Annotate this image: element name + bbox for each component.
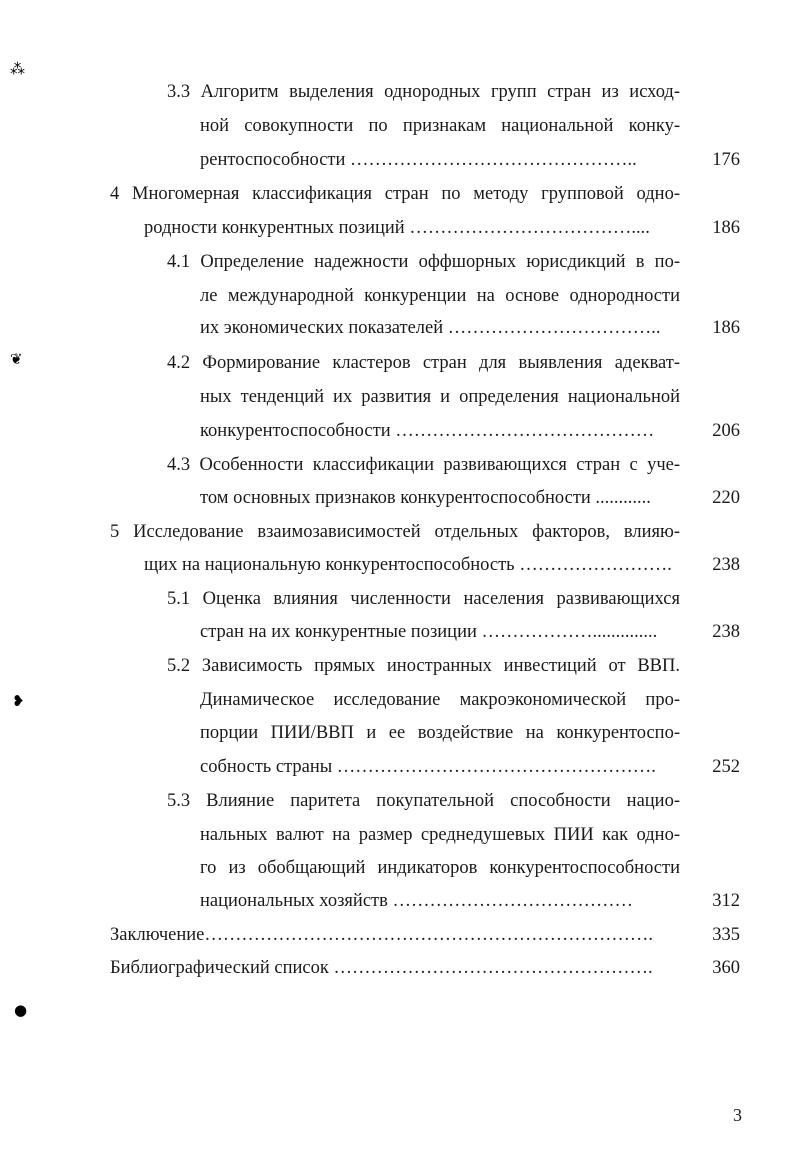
toc-line: Библиографический список ……………………………………………. — [110, 958, 653, 978]
toc-line: Динамическое исследование макроэкономической про- — [200, 690, 680, 710]
toc-page-number: 360 — [712, 958, 740, 978]
toc-line: 4.1 Определение надежности оффшорных юрисдикций в по- — [167, 252, 680, 272]
toc-page-number: 238 — [712, 555, 740, 575]
scan-mark: ● — [14, 1001, 28, 1019]
toc-line: ной совокупности по признакам национальной конку- — [200, 116, 680, 136]
toc-line: 4.3 Особенности классификации развивающихся стран с уче- — [167, 455, 680, 475]
toc-line: 5.1 Оценка влияния численности населения развивающихся — [167, 589, 680, 609]
toc-page-number: 186 — [712, 218, 740, 238]
toc-page-number: 252 — [712, 757, 740, 777]
toc-line: их экономических показателей …………………………….. — [200, 318, 661, 338]
toc-page-number: 176 — [712, 150, 740, 170]
toc-page-number: 206 — [712, 421, 740, 441]
toc-page-number: 312 — [712, 891, 740, 911]
scan-mark: ❥ — [12, 692, 25, 710]
toc-line: собность страны ……………………………………………. — [200, 757, 656, 777]
toc-line: родности конкурентных позиций ……………………………….... — [144, 218, 650, 238]
toc-page-number: 335 — [712, 925, 740, 945]
toc-line: Заключение………………………………………………………………. — [110, 925, 653, 945]
toc-line: стран на их конкурентные позиции ……………….............. — [200, 622, 658, 642]
toc-line: конкурентоспособности …………………………………… — [200, 421, 655, 441]
toc-line: рентоспособности ……………………………………….. — [200, 150, 637, 170]
toc-line: 4 Многомерная классификация стран по методу групповой одно- — [110, 184, 680, 204]
toc-line: том основных признаков конкурентоспособности ............ — [200, 488, 651, 508]
toc-line: ных тенденций их развития и определения национальной — [200, 387, 680, 407]
scan-mark: ⁂ — [10, 60, 25, 78]
toc-line: 5 Исследование взаимозависимостей отдельных факторов, влияю- — [110, 522, 680, 542]
toc-page-number: 186 — [712, 318, 740, 338]
toc-line: го из обобщающий индикаторов конкурентоспособности — [200, 858, 680, 878]
toc-line: 5.3 Влияние паритета покупательной способности нацио- — [167, 791, 680, 811]
toc-line: нальных валют на размер среднедушевых ПИИ как одно- — [200, 825, 680, 845]
toc-line: 3.3 Алгоритм выделения однородных групп стран из исход- — [167, 82, 680, 102]
toc-line: щих на национальную конкурентоспособность ……………………. — [144, 555, 672, 575]
toc-page-number: 238 — [712, 622, 740, 642]
toc-line: 5.2 Зависимость прямых иностранных инвестиций от ВВП. — [167, 656, 680, 676]
scan-mark: ❦ — [10, 350, 23, 368]
toc-line: национальных хозяйств ………………………………… — [200, 891, 633, 911]
toc-page-number: 220 — [712, 488, 740, 508]
toc-line: ле международной конкуренции на основе однородности — [200, 286, 680, 306]
page-number: 3 — [733, 1105, 742, 1125]
toc-line: 4.2 Формирование кластеров стран для выявления адекват- — [167, 353, 680, 373]
toc-line: порции ПИИ/ВВП и ее воздействие на конкурентоспо- — [200, 723, 680, 743]
